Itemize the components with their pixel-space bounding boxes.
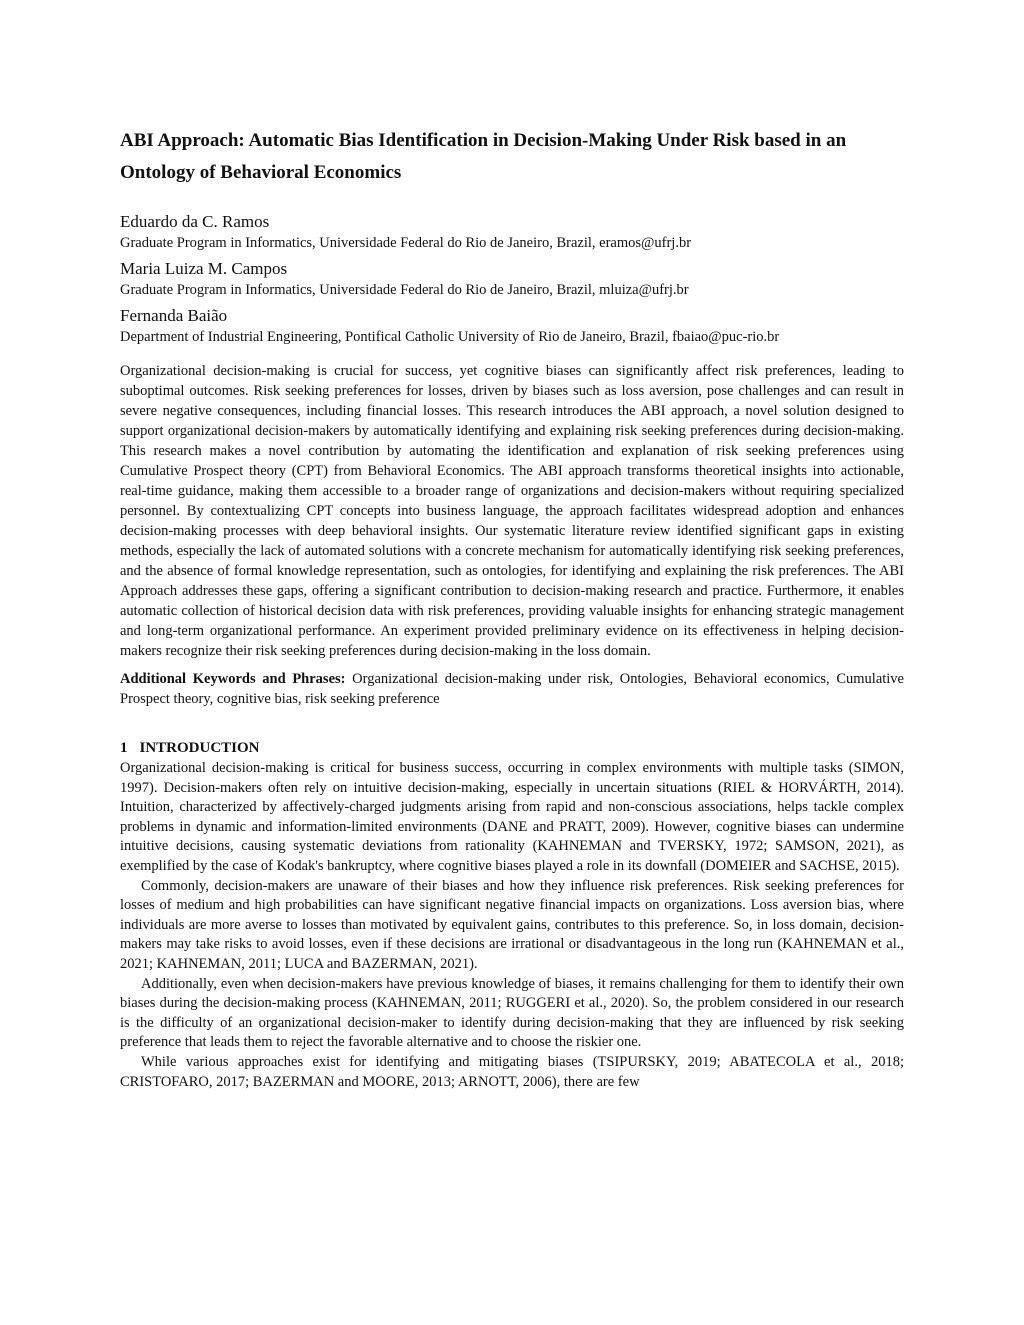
- author-affiliation: Graduate Program in Informatics, Universidade Federal do Rio de Janeiro, Brazil, eramos@ufrj.br: [120, 235, 692, 251]
- body-paragraph: Organizational decision-making is critical for business success, occurring in complex environments with multiple tasks (SIMON, 1997). Decision-makers often rely on intuitive decision-making, especially in uncertain situations (RIEL & HORVÁRTH, 2014). Intuition, characterized by affectively-charged judgments arising from rapid and non-conscious associations, helps tackle complex problems in dynamic and information-limited environments (DANE and PRATT, 2009). However, cognitive biases can undermine intuitive decisions, causing systematic deviations from rationality (KAHNEMAN and TVERSKY, 1972; SAMSON, 2021), as exemplified by the case of Kodak's bankruptcy, where cognitive biases played a role in its downfall (DOMEIER and SACHSE, 2015).: [120, 760, 904, 874]
- author-block: [120, 211, 904, 253]
- author-affiliation: Department of Industrial Engineering, Pontifical Catholic University of Rio de Janeiro, Brazil, fbaiao@puc-rio.br: [120, 329, 780, 345]
- body-paragraph: Commonly, decision-makers are unaware of their biases and how they influence risk preferences. Risk seeking preferences for losses of medium and high probabilities can have significant negative financial impacts on organizations. Loss aversion bias, where individuals are more averse to losses than motivated by equivalent gains, contributes to this preference. So, in loss domain, decision-makers may take risks to avoid losses, even if these decisions are irrational or disadvantageous in the long run (KAHNEMAN et al., 2021; KAHNEMAN, 2011; LUCA and BAZERMAN, 2021).: [120, 877, 904, 972]
- keywords-text: Organizational decision-making under risk, Ontologies, Behavioral economics, Cumulative Prospect theory, cognitive bias, risk seeking preference: [120, 671, 904, 707]
- author-name: Fernanda Baião: [120, 306, 228, 325]
- author-affiliation: Graduate Program in Informatics, Universidade Federal do Rio de Janeiro, Brazil, mluiza@ufrj.br: [120, 282, 689, 298]
- keywords-label: Additional Keywords and Phrases:: [120, 671, 346, 687]
- body-paragraph: Additionally, even when decision-makers have previous knowledge of biases, it remains challenging for them to identify their own biases during the decision-making process (KAHNEMAN, 2011; RUGGERI et al., 2020). So, the problem considered in our research is the difficulty of an organizational decision-maker to identify during decision-making that they are influenced by risk seeking preference that leads them to reject the favorable alternative and to choose the riskier one.: [120, 975, 904, 1051]
- section-heading: [120, 737, 904, 759]
- keywords: [120, 669, 904, 709]
- section-number: 1: [120, 740, 128, 756]
- section-title: INTRODUCTION: [139, 740, 260, 756]
- abstract: Organizational decision-making is crucial for success, yet cognitive biases can significantly affect risk preferences, leading to suboptimal outcomes. Risk seeking preferences for losses, driven by biases such as loss aversion, pose challenges and can result in severe negative consequences, including financial losses. This research introduces the ABI approach, a novel solution designed to support organizational decision-makers by automatically identifying and explaining risk seeking preferences during decision-making. This research makes a novel contribution by automating the identification and explanation of risk seeking preferences using Cumulative Prospect theory (CPT) from Behavioral Economics. The ABI approach transforms theoretical insights into actionable, real-time guidance, making them accessible to a broader range of organizations and decision-makers without requiring specialized personnel. By contextualizing CPT concepts into business language, the approach facilitates widespread adoption and enhances decision-making processes with deep behavioral insights. Our systematic literature review identified significant gaps in existing methods, especially the lack of automated solutions with a concrete mechanism for automatically identifying risk seeking preferences, and the absence of formal knowledge representation, such as ontologies, for identifying and explaining the risk preferences. The ABI Approach addresses these gaps, offering a significant contribution to decision-making research and practice. Furthermore, it enables automatic collection of historical decision data with risk preferences, providing valuable insights for enhancing strategic management and long-term organizational performance. An experiment provided preliminary evidence on its effectiveness in helping decision-makers recognize their risk seeking preferences during decision-making in the loss domain.: [120, 363, 904, 659]
- author-name: Eduardo da C. Ramos: [120, 212, 270, 231]
- author-name: Maria Luiza M. Campos: [120, 259, 288, 278]
- paper-title: ABI Approach: Automatic Bias Identification in Decision-Making Under Risk based in an Ontology of Behavioral Economics: [120, 130, 847, 183]
- body-paragraph: While various approaches exist for identifying and mitigating biases (TSIPURSKY, 2019; ABATECOLA et al., 2018; CRISTOFARO, 2017; BAZERMAN and MOORE, 2013; ARNOTT, 2006), there are few: [120, 1053, 904, 1090]
- author-block: [120, 258, 904, 300]
- author-block: [120, 305, 904, 347]
